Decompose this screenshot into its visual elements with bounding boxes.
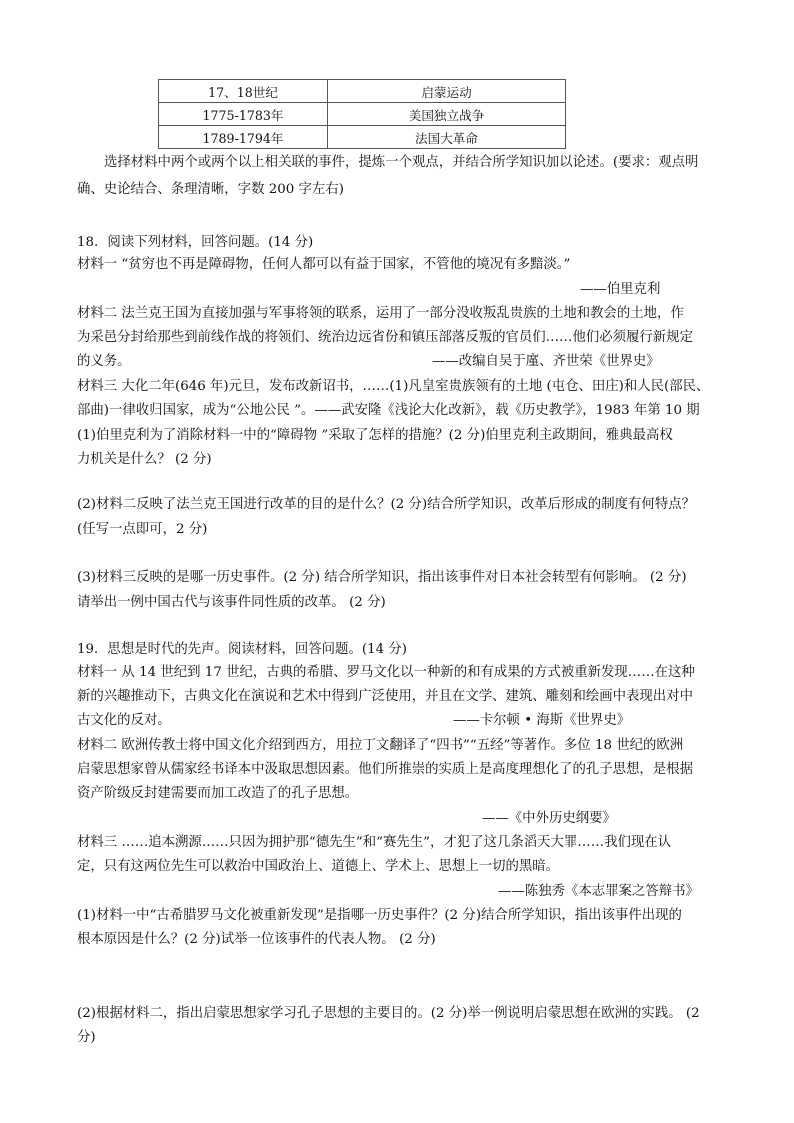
events-table <box>158 79 566 149</box>
q19-material-2-line-3: 资产阶级反封建需要而加工改造了的孔子思想。 <box>77 786 359 801</box>
q19-title: 19．思想是时代的先声。阅读材料，回答问题。(14 分) <box>77 642 407 657</box>
q18-sub-3-line-2: 请举出一例中国古代与该事件同性质的改革。 (2 分) <box>77 595 386 610</box>
table-cell-period: 1775-1783年 <box>159 103 328 126</box>
q19-sub-2-line-1: (2)根据材料二，指出启蒙思想家学习孔子思想的主要目的。(2 分)举一例说明启蒙思想在欧洲的实践。 (2 <box>77 1006 700 1021</box>
q18-material-3-line-2: 部曲)一律收归国家，成为“公地公民 ”。——武安隆《浅论大化改新》，载《历史教学》，1983 年第 10 期 <box>77 403 700 418</box>
q19-material-1-line-2: 新的兴趣推动下，古典文化在演说和艺术中得到广泛使用，并且在文学、建筑、雕刻和绘画中表现出对中 <box>77 689 693 704</box>
q19-material-2-line-1: 材料二 欧洲传教士将中国文化介绍到西方，用拉丁文翻译了“四书”“五经”等著作。多位 18 世纪的欧洲 <box>77 738 684 753</box>
table-row <box>159 103 566 126</box>
q19-material-1-source: ——卡尔顿 • 海斯《世界史》 <box>453 713 631 728</box>
q18-material-2-line-2: 为采邑分封给那些到前线作战的将领们、统治边远省份和镇压部落反叛的官员们……他们必须履行新规定 <box>77 330 693 345</box>
q17-prompt-line-2: 确、史论结合、条理清晰，字数 200 字左右) <box>77 182 344 197</box>
table-cell-event: 法国大革命 <box>328 126 566 149</box>
q19-sub-2-line-2: 分) <box>77 1030 96 1045</box>
table-cell-event: 启蒙运动 <box>328 80 566 103</box>
q19-sub-1-line-2: 根本原因是什么？(2 分)试举一位该事件的代表人物。 (2 分) <box>77 932 436 947</box>
q19-material-2-source: ——《中外历史纲要》 <box>482 811 616 826</box>
q18-material-2-line-1: 材料二 法兰克王国为直接加强与军事将领的联系，运用了一部分没收叛乱贵族的土地和教会的土地，作 <box>77 306 684 321</box>
q18-material-2-source: ——改编自吴于廑、齐世荣《世界史》 <box>432 354 660 369</box>
q19-material-3-line-2: 定，只有这两位先生可以救治中国政治上、道德上、学术上、思想上一切的黑暗。 <box>77 859 560 874</box>
table-row <box>159 126 566 149</box>
table-cell-event: 美国独立战争 <box>328 103 566 126</box>
q19-material-1-line-3: 古文化的反对。 <box>77 713 171 728</box>
q17-prompt-line-1: 选择材料中两个或两个以上相关联的事件，提炼一个观点，并结合所学知识加以论述。(要求：观点明 <box>104 155 699 170</box>
q19-material-3-line-1: 材料三 ……追本溯源……只因为拥护那“德先生”和“赛先生”，才犯了这几条滔天大罪……我们现在认 <box>77 835 672 850</box>
q18-material-2-line-3: 的义务。 <box>77 354 131 369</box>
table-row <box>159 80 566 103</box>
q18-material-1-source: ——伯里克利 <box>580 282 661 297</box>
q18-sub-3-line-1: (3)材料三反映的是哪一历史事件。(2 分) 结合所学知识，指出该事件对日本社会转型有何影响。 (2 分) <box>77 570 687 585</box>
q19-material-1-line-1: 材料一 从 14 世纪到 17 世纪，古典的希腊、罗马文化以一种新的和有成果的方式被重新发现……在这种 <box>77 665 695 680</box>
q19-material-3-source: ——陈独秀《本志罪案之答辩书》 <box>498 884 699 899</box>
q18-sub-1-line-1: (1)伯里克利为了消除材料一中的“障碍物 ”采取了怎样的措施？(2 分)伯里克利主政期间，雅典最高权 <box>77 428 673 443</box>
table-cell-period: 17、18世纪 <box>159 80 328 103</box>
q18-sub-1-line-2: 力机关是什么？ (2 分) <box>77 452 212 467</box>
table-cell-period: 1789-1794年 <box>159 126 328 149</box>
q18-material-1: 材料一 “贫穷也不再是障碍物，任何人都可以有益于国家，不管他的境况有多黯淡。” <box>77 257 571 272</box>
q18-sub-2-line-2: (任写一点即可，2 分) <box>77 522 208 537</box>
q18-title: 18．阅读下列材料，回答问题。(14 分) <box>77 235 314 250</box>
q19-material-2-line-2: 启蒙思想家曾从儒家经书译本中汲取思想因素。他们所推崇的实质上是高度理想化了的孔子思想，是根据 <box>77 762 693 777</box>
q18-sub-2-line-1: (2)材料二反映了法兰克王国进行改革的目的是什么？(2 分)结合所学知识，改革后形成的制度有何特点？ <box>77 497 695 512</box>
q19-sub-1-line-1: (1)材料一中“古希腊罗马文化被重新发现”是指哪一历史事件？(2 分)结合所学知识，指出该事件出现的 <box>77 908 682 923</box>
q18-material-3-line-1: 材料三 大化二年(646 年)元旦，发布改新诏书，……(1)凡皇室贵族领有的土地 (屯仓、田庄)和人民(部民、 <box>77 379 710 394</box>
